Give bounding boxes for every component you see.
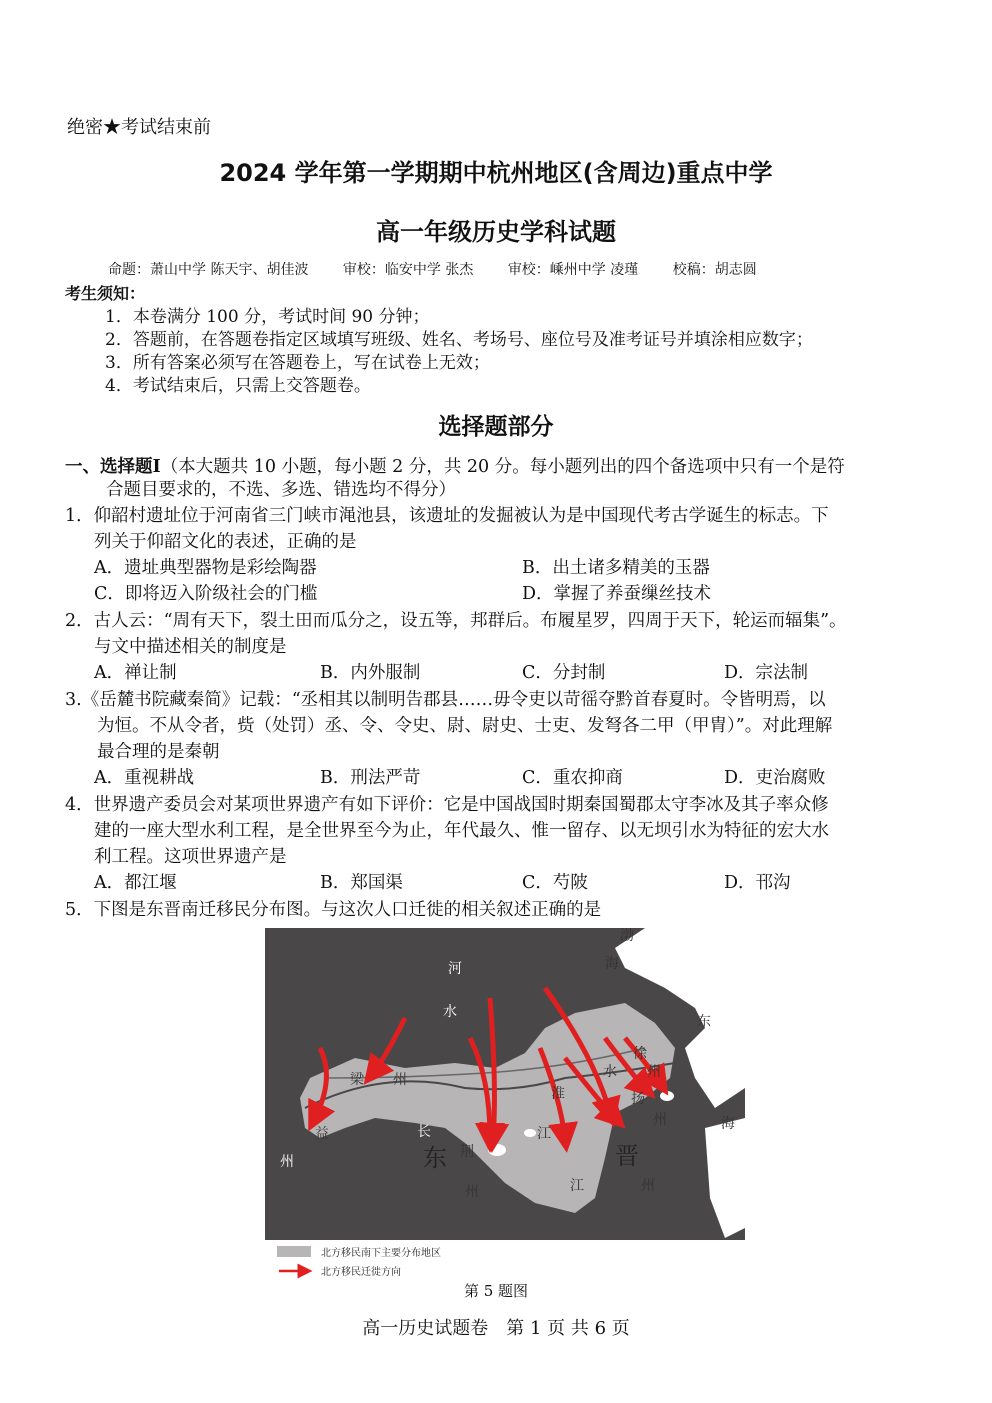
part-description-cont: 合题目要求的，不选、多选、错选均不得分） [106, 480, 456, 500]
notice-title: 考生须知： [65, 284, 146, 303]
question-3-option-d[interactable]: D．吏治腐败 [724, 768, 826, 788]
map-label: 晋 [615, 1142, 639, 1170]
question-3-stem: 3.《岳麓书院藏秦简》记载：“丞相其以制明告郡县……毋令吏以苛徭夺黔首春夏时。令皆明焉，以 [65, 690, 826, 710]
question-4-option-d[interactable]: D．邗沟 [724, 873, 791, 893]
map-label: 梁 [350, 1072, 364, 1088]
notice-item: 1．本卷满分 100 分，考试时间 90 分钟； [105, 307, 430, 327]
map-label: 淮 [551, 1086, 565, 1102]
lake [488, 1144, 506, 1156]
credit-reviewer-2: 审校：嵊州中学 凌瑾 [507, 262, 639, 278]
map-label: 海 [605, 956, 619, 972]
question-2-option-c[interactable]: C．分封制 [522, 663, 606, 683]
legend-area-label: 北方移民南下主要分布地区 [321, 1248, 441, 1259]
legend-arrow-label: 北方移民迁徙方向 [321, 1267, 401, 1278]
map-label: 东 [423, 1144, 447, 1172]
question-5-stem: 5．下图是东晋南迁移民分布图。与这次人口迁徙的相关叙述正确的是 [65, 900, 602, 920]
question-2-stem: 2．古人云：“周有天下，裂土田而瓜分之，设五等，邦群后。布履星罗，四周于天下，轮运而辐集”。 [65, 611, 847, 631]
map-label: 州 [280, 1154, 294, 1170]
map-label: 徐 [633, 1046, 647, 1062]
question-3-option-b[interactable]: B．刑法严苛 [320, 768, 421, 788]
page-footer: 高一历史试题卷 第 1 页 共 6 页 [362, 1318, 630, 1339]
notice-item: 2．答题前，在答题卷指定区域填写班级、姓名、考场号、座位号及准考证号并填涂相应数字； [105, 330, 813, 350]
part-label: 一、选择题Ⅰ [65, 457, 161, 477]
question-4-option-b[interactable]: B．郑国渠 [320, 873, 403, 893]
question-2-stem-cont: 与文中描述相关的制度是 [94, 637, 287, 657]
notice-item: 4．考试结束后，只需上交答题卷。 [105, 376, 371, 396]
section-title: 选择题部分 [438, 414, 554, 440]
question-2-option-b[interactable]: B．内外服制 [320, 663, 421, 683]
question-4-option-a[interactable]: A．都江堰 [94, 873, 177, 893]
credits-line [108, 259, 787, 279]
notice-item: 3．所有答案必须写在答题卷上，写在试卷上无效； [105, 353, 490, 373]
question-1-option-b[interactable]: B．出土诸多精美的玉器 [522, 558, 710, 578]
exam-subtitle: 高一年级历史学科试题 [376, 218, 616, 246]
lake [660, 1091, 674, 1101]
map-label: 水 [443, 1004, 457, 1020]
map-label: 渤 [620, 928, 634, 944]
question-3-option-c[interactable]: C．重农抑商 [522, 768, 623, 788]
map-label: 荆 [460, 1144, 474, 1160]
question-3-stem-cont: 为恒。不从令者，赀（处罚）丞、令、令史、尉、尉史、士吏、发弩各二甲（甲胄）”。对此理解 [97, 716, 833, 736]
credit-author: 命题：萧山中学 陈天宇、胡佳波 [108, 262, 309, 278]
question-1-option-a[interactable]: A．遗址典型器物是彩绘陶器 [94, 558, 317, 578]
question-4-stem: 4．世界遗产委员会对某项世界遗产有如下评价：它是中国战国时期秦国蜀郡太守李冰及其子率众修 [65, 795, 829, 815]
question-1-option-d[interactable]: D．掌握了养蚕缫丝技术 [522, 584, 712, 604]
map-label: 州 [641, 1178, 655, 1194]
part-description: （本大题共 10 小题，每小题 2 分，共 20 分。每小题列出的四个备选项中只有一个是符 [160, 457, 845, 477]
map-label: 河 [448, 961, 462, 977]
question-2-option-d[interactable]: D．宗法制 [724, 663, 809, 683]
map-label: 长 [417, 1124, 431, 1140]
legend-area-swatch [277, 1246, 311, 1257]
question-1-stem-cont: 列关于仰韶文化的表述，正确的是 [94, 532, 357, 552]
map-label: 海 [721, 1116, 735, 1132]
migration-map [265, 928, 745, 1280]
confidential-mark: 绝密★考试结束前 [67, 117, 211, 138]
part-heading [65, 453, 845, 478]
map-label: 州 [393, 1072, 407, 1088]
map-label: 水 [603, 1064, 617, 1080]
exam-title: 2024 学年第一学期期中杭州地区(含周边)重点中学 [219, 159, 773, 187]
map-label: 州 [647, 1064, 661, 1080]
map-label: 江 [570, 1178, 584, 1194]
question-2-option-a[interactable]: A．禅让制 [94, 663, 177, 683]
question-4-stem-cont: 利工程。这项世界遗产是 [94, 847, 287, 867]
question-3-option-a[interactable]: A．重视耕战 [94, 768, 195, 788]
map-label: 东 [697, 1014, 711, 1030]
figure-caption: 第 5 题图 [463, 1282, 529, 1300]
question-1-option-c[interactable]: C．即将迈入阶级社会的门槛 [94, 584, 318, 604]
question-4-option-c[interactable]: C．芍陂 [522, 873, 588, 893]
question-1-stem: 1．仰韶村遗址位于河南省三门峡市渑池县，该遗址的发掘被认为是中国现代考古学诞生的标志。下 [65, 506, 829, 526]
map-label: 州 [653, 1112, 667, 1128]
question-3-stem-cont: 最合理的是秦朝 [97, 742, 220, 762]
map-label: 州 [465, 1184, 479, 1200]
map-label: 江 [537, 1126, 551, 1142]
credit-reviewer-1: 审校：临安中学 张杰 [342, 262, 474, 278]
credit-proof: 校稿：胡志圆 [672, 262, 757, 278]
lake [524, 1129, 536, 1137]
map-label: 扬 [631, 1091, 645, 1107]
map-label: 益 [315, 1126, 329, 1142]
question-4-stem-cont: 建的一座大型水利工程，是全世界至今为止，年代最久、惟一留存、以无坝引水为特征的宏大水 [94, 821, 829, 841]
